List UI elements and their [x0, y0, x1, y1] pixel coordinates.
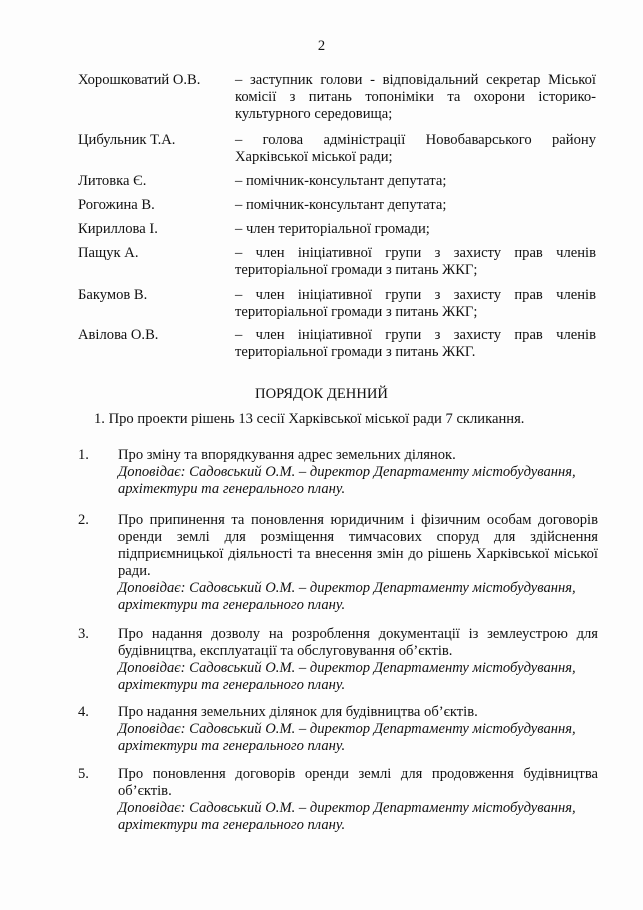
agenda-item-speaker: Доповідає: Садовський О.М. – директор Департаменту містобудування, архітектури та генерального плану. [118, 580, 576, 613]
member-row [78, 72, 596, 123]
agenda-item-number: 1. [78, 447, 89, 463]
member-role: – помічник-консультант депутата; [235, 173, 447, 189]
member-name: Авілова О.В. [78, 327, 159, 343]
agenda-item-number: 4. [78, 704, 89, 720]
agenda-item-speaker: Доповідає: Садовський О.М. – директор Департаменту містобудування, архітектури та генерального плану. [118, 800, 576, 833]
agenda-item [78, 704, 598, 755]
member-row [78, 287, 596, 321]
member-row [78, 197, 596, 214]
member-row [78, 173, 596, 190]
member-role: – член територіальної громади; [235, 221, 430, 237]
member-role: – помічник-консультант депутата; [235, 197, 447, 213]
agenda-item-speaker: Доповідає: Садовський О.М. – директор Департаменту містобудування, архітектури та генерального плану. [118, 721, 576, 754]
agenda-item-number: 5. [78, 766, 89, 782]
member-name: Литовка Є. [78, 173, 147, 189]
agenda-item-title: Про зміну та впорядкування адрес земельних ділянок. [118, 447, 456, 463]
member-role: – заступник голови - відповідальний секретар Міської комісії з питань топоніміки та охорони історико-культурного середовища; [235, 72, 596, 122]
agenda-item-title: Про припинення та поновлення юридичним і фізичним особам договорів оренди землі для розміщення тимчасових споруд для здійснення підприємницької діяльності та внесення змін до рішень Харківської міської ради. [118, 512, 598, 579]
member-name: Бакумов В. [78, 287, 148, 303]
agenda-item-speaker: Доповідає: Садовський О.М. – директор Департаменту містобудування, архітектури та генерального плану. [118, 660, 576, 693]
agenda-item-number: 3. [78, 626, 89, 642]
member-role: – голова адміністрації Новобаварського району Харківської міської ради; [235, 132, 596, 165]
member-row [78, 221, 596, 238]
member-role: – член ініціативної групи з захисту прав членів територіальної громади з питань ЖКГ; [235, 245, 596, 278]
agenda-item-speaker: Доповідає: Садовський О.М. – директор Департаменту містобудування, архітектури та генерального плану. [118, 464, 576, 497]
agenda-item-title: Про поновлення договорів оренди землі для продовження будівництва об’єктів. [118, 766, 598, 799]
member-role: – член ініціативної групи з захисту прав членів територіальної громади з питань ЖКГ. [235, 327, 596, 360]
member-name: Кириллова І. [78, 221, 158, 237]
member-role: – член ініціативної групи з захисту прав членів територіальної громади з питань ЖКГ; [235, 287, 596, 320]
member-row [78, 245, 596, 279]
agenda-item-number: 2. [78, 512, 89, 528]
member-name: Цибульник Т.А. [78, 132, 176, 148]
member-name: Пащук А. [78, 245, 139, 261]
agenda-top-item: 1. Про проекти рішень 13 сесії Харківської міської ради 7 скликання. [94, 411, 525, 427]
agenda-title: ПОРЯДОК ДЕННИЙ [255, 386, 388, 402]
agenda-item-title: Про надання дозволу на розроблення документації із землеустрою для будівництва, експлуатації та обслуговування об’єктів. [118, 626, 598, 659]
member-row [78, 327, 596, 361]
agenda-item [78, 766, 598, 834]
member-row [78, 132, 596, 166]
agenda-item [78, 512, 598, 614]
agenda-item [78, 626, 598, 694]
member-name: Хорошковатий О.В. [78, 72, 201, 88]
member-name: Рогожина В. [78, 197, 155, 213]
agenda-item [78, 447, 598, 498]
page-number: 2 [317, 38, 326, 54]
agenda-item-title: Про надання земельних ділянок для будівництва об’єктів. [118, 704, 478, 720]
